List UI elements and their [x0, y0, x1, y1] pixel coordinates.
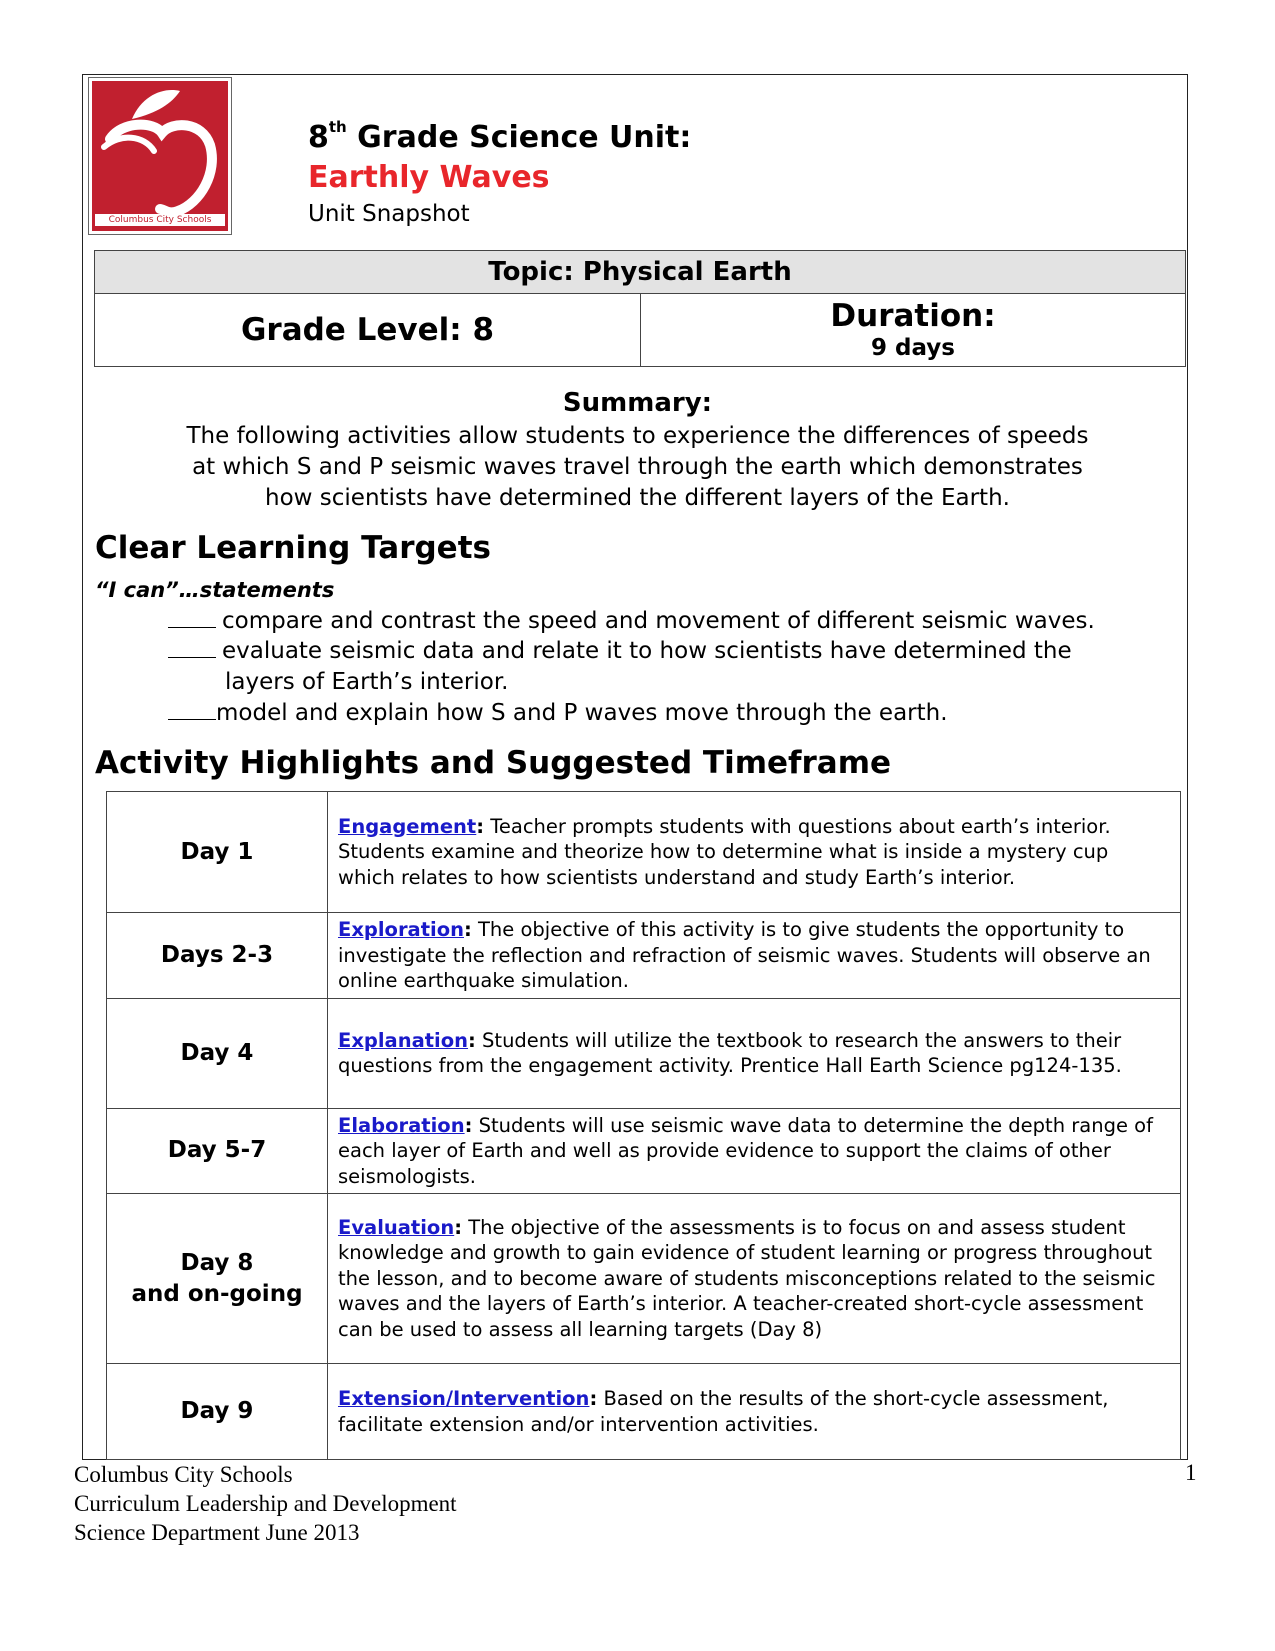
unit-heading: [308, 120, 691, 155]
grade-number: 8: [308, 120, 329, 155]
table-row: [107, 792, 1181, 913]
desc-cell: Elaboration: Students will use seismic wave data to determine the depth range of each layer of Earth and well as provide evidence to support the claims of other seismologists.: [328, 1108, 1181, 1194]
footer-line: Columbus City Schools: [74, 1462, 293, 1487]
duration-label: Duration:: [830, 298, 996, 334]
day-label: Day 1: [180, 838, 254, 865]
school-logo: [88, 77, 232, 235]
desc-cell: Engagement: Teacher prompts students with questions about earth’s interior. Students examine and theorize how to determine what is inside a mystery cup which relates to how scientists understand and study Earth’s interior.: [328, 792, 1181, 913]
duration-cell: [641, 294, 1185, 366]
day-label: Day 9: [180, 1398, 254, 1424]
table-row: [107, 1194, 1181, 1364]
table-row: [107, 913, 1181, 999]
page-number: 1: [1185, 1460, 1197, 1485]
footer-line: Science Department June 2013: [74, 1520, 360, 1545]
footer-line: Curriculum Leadership and Development: [74, 1491, 457, 1516]
page-footer: [74, 1460, 457, 1547]
activities-table: [106, 791, 1181, 1460]
target-text: evaluate seismic data and relate it to how scientists have determined the: [222, 638, 1072, 664]
heading-rest: Grade Science Unit:: [346, 120, 692, 155]
day-cell: [107, 792, 328, 913]
summary-text: [150, 421, 1125, 514]
summary-line: at which S and P seismic waves travel through the earth which demonstrates: [192, 454, 1083, 480]
day-label: Days 2-3: [160, 941, 274, 968]
phase-link[interactable]: Explanation: [338, 1028, 469, 1052]
grade-level: Grade Level: 8: [95, 294, 641, 366]
activities-heading: Activity Highlights and Suggested Timeframe: [95, 745, 892, 781]
topic-label: Topic: Physical Earth: [95, 251, 1185, 294]
day-cell: [107, 1108, 328, 1194]
table-row: [107, 998, 1181, 1108]
target-text: compare and contrast the speed and movement of different seismic waves.: [222, 608, 1095, 634]
day-cell: [107, 1364, 328, 1460]
target-item: [168, 606, 1095, 637]
duration-value: 9 days: [871, 335, 955, 361]
targets-subheading: “I can”…statements: [95, 578, 335, 602]
phase-link[interactable]: Engagement: [338, 814, 477, 838]
phase-description: Students will use seismic wave data to determine the depth range of each layer of Earth and well as provide evidence to support the claims of other seismologists.: [338, 1113, 1153, 1188]
phase-link[interactable]: Exploration: [338, 918, 464, 941]
unit-subtitle: Unit Snapshot: [308, 201, 470, 227]
logo-text: Columbus City Schools: [95, 214, 225, 226]
target-item: [168, 636, 1072, 667]
table-row: [107, 1364, 1181, 1460]
checkbox-blank[interactable]: [168, 637, 216, 658]
day-cell: [107, 913, 328, 999]
table-row: [107, 1108, 1181, 1194]
checkbox-blank[interactable]: [168, 699, 216, 720]
desc-cell: Exploration: The objective of this activity is to give students the opportunity to investigate the reflection and refraction of seismic waves. Students will observe an online earthquake simulation.: [328, 913, 1181, 999]
targets-heading: Clear Learning Targets: [95, 530, 491, 566]
day-label: Day 5-7: [167, 1137, 267, 1164]
phase-description: Teacher prompts students with questions about earth’s interior. Students examine and theorize how to determine what is inside a mystery cup which relates to how scientists understand and study Earth’s interior.: [338, 814, 1111, 889]
day-label-second-line: and on-going: [131, 1280, 303, 1307]
unit-name: Earthly Waves: [308, 160, 550, 195]
topic-table: [94, 250, 1186, 367]
day-label: Day 4: [180, 1039, 254, 1066]
summary-title: Summary:: [562, 388, 713, 418]
target-text: model and explain how S and P waves move through the earth.: [216, 700, 948, 726]
apple-logo-icon: [92, 81, 230, 233]
desc-cell: Evaluation: The objective of the assessments is to focus on and assess student knowledge and growth to gain evidence of student learning or progress throughout the lesson, and to become aware of students misconceptions related to the seismic waves and the layers of Earth’s interior. A teacher-created short-cycle assessment can be used to assess all learning targets (Day 8): [328, 1194, 1181, 1364]
phase-link[interactable]: Extension/Intervention: [338, 1387, 590, 1410]
desc-cell: Extension/Intervention: Based on the results of the short-cycle assessment, facilitate extension and/or intervention activities.: [328, 1364, 1181, 1460]
phase-link[interactable]: Elaboration: [338, 1113, 465, 1137]
day-cell: [107, 998, 328, 1108]
target-item-continued: layers of Earth’s interior.: [225, 669, 509, 695]
target-item: [168, 698, 948, 729]
desc-cell: Explanation: Students will utilize the textbook to research the answers to their questions from the engagement activity. Prentice Hall Earth Science pg124-135.: [328, 998, 1181, 1108]
phase-description: The objective of this activity is to give students the opportunity to investigate the reflection and refraction of seismic waves. Students will observe an online earthquake simulation.: [338, 918, 1151, 992]
grade-suffix: th: [328, 118, 347, 136]
phase-description: Based on the results of the short-cycle assessment, facilitate extension and/or intervention activities.: [338, 1387, 1109, 1436]
summary-line: The following activities allow students to experience the differences of speeds: [186, 423, 1089, 449]
day-cell: [107, 1194, 328, 1364]
day-label: Day 8: [180, 1249, 254, 1276]
checkbox-blank[interactable]: [168, 607, 216, 628]
phase-description: The objective of the assessments is to focus on and assess student knowledge and growth to gain evidence of student learning or progress throughout the lesson, and to become aware of students misconceptions related to the seismic waves and the layers of Earth’s interior. A teacher-created short-cycle assessment can be used to assess all learning targets (Day 8): [338, 1215, 1156, 1341]
summary-line: how scientists have determined the different layers of the Earth.: [265, 485, 1010, 511]
phase-link[interactable]: Evaluation: [338, 1215, 455, 1239]
phase-description: Students will utilize the textbook to research the answers to their questions from the engagement activity. Prentice Hall Earth Science pg124-135.: [338, 1028, 1122, 1077]
